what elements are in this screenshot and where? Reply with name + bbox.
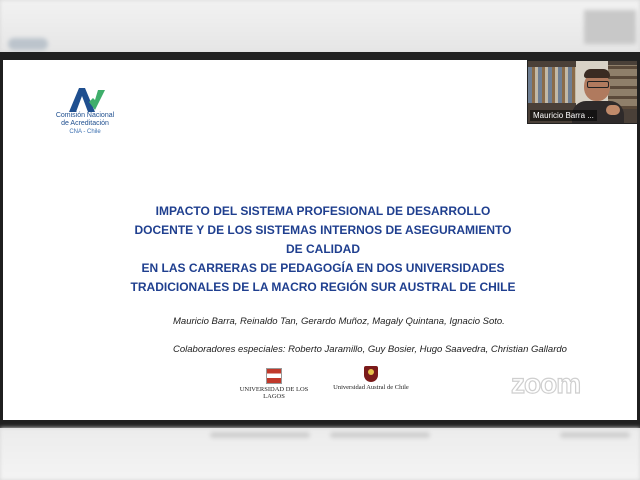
logo-line-2: de Acreditación (61, 120, 109, 127)
slide-title (83, 202, 563, 297)
zoom-watermark: zoom (511, 368, 581, 399)
universidad-austral-name: Universidad Austral de Chile (333, 384, 409, 391)
cna-logo (49, 86, 121, 136)
logo-line-1: Comisión Nacional (55, 112, 115, 119)
title-line: DE CALIDAD (286, 242, 360, 256)
universidad-austral-logo (325, 366, 417, 391)
blurred-background-top (0, 0, 640, 52)
zoom-share-window (0, 52, 640, 428)
cna-logo-icon (65, 86, 105, 112)
participant-video-tile[interactable] (527, 60, 637, 124)
blurred-background-bottom (0, 428, 640, 480)
participant-name-label: Mauricio Barra ... (530, 110, 597, 121)
title-line: TRADICIONALES DE LA MACRO REGIÓN SUR AUSTRAL DE CHILE (130, 280, 516, 294)
logo-line-3: CNA - Chile (69, 129, 101, 135)
universidad-los-lagos-logo (233, 368, 315, 400)
crest-icon (364, 366, 378, 382)
universidad-los-lagos-name: UNIVERSIDAD DE LOS LAGOS (239, 386, 309, 400)
title-line: IMPACTO DEL SISTEMA PROFESIONAL DE DESARROLLO (155, 204, 491, 218)
title-line: EN LAS CARRERAS DE PEDAGOGÍA EN DOS UNIVERSIDADES (141, 261, 505, 275)
authors-text: Mauricio Barra, Reinaldo Tan, Gerardo Muñoz, Magaly Quintana, Ignacio Soto. (173, 316, 505, 327)
flag-icon (266, 368, 282, 384)
shared-slide (3, 60, 637, 420)
collaborators-text: Colaboradores especiales: Roberto Jaramillo, Guy Bosier, Hugo Saavedra, Christian Gallardo (173, 344, 567, 355)
title-line: DOCENTE Y DE LOS SISTEMAS INTERNOS DE ASEGURAMIENTO (134, 223, 512, 237)
